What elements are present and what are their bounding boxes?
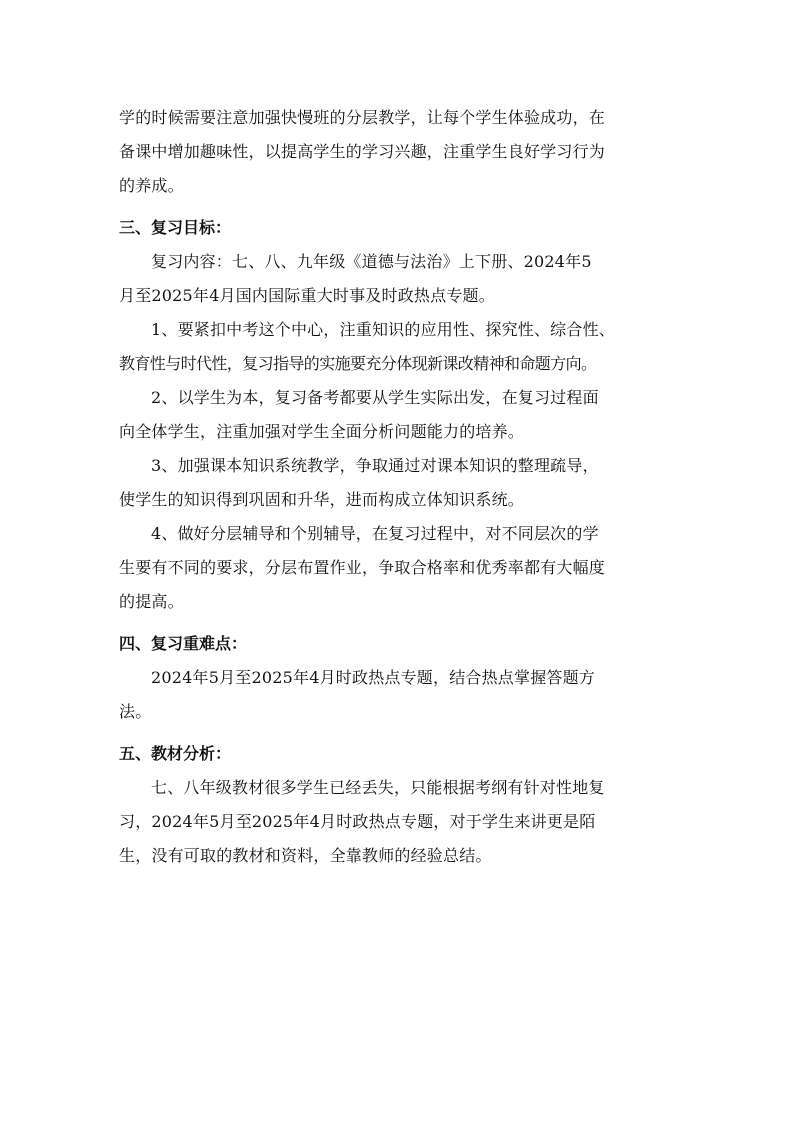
intro-line-1: 学的时候需要注意加强快慢班的分层教学，让每个学生体验成功，在 [119, 108, 606, 127]
intro-line-2: 备课中增加趣味性，以提高学生的学习兴趣，注重学生良好学习行为 [119, 142, 606, 161]
section-3-heading: 三、复习目标： [119, 218, 232, 237]
section-3-content [119, 245, 679, 619]
intro-line-3: 的养成。 [119, 176, 184, 195]
review-content-line-1: 复习内容：七、八、九年级《道德与法治》上下册、2024年5 [151, 252, 592, 271]
goal-3-line-2: 使学生的知识得到巩固和升华，进而构成立体知识系统。 [119, 490, 525, 509]
review-content-line-2: 月至2025年4月国内国际重大时事及时政热点专题。 [119, 286, 495, 305]
goal-1-line-2: 教育性与时代性，复习指导的实施要充分体现新课改精神和命题方向。 [119, 354, 597, 373]
key-points-line-2: 法。 [119, 702, 152, 721]
section-5-content [119, 771, 679, 873]
goal-2-line-1: 2、以学生为本，复习备考都要从学生实际出发，在复习过程面 [151, 388, 599, 407]
section-5-heading: 五、教材分析： [119, 744, 232, 763]
goal-4-line-3: 的提高。 [119, 592, 184, 611]
goal-4-line-2: 生要有不同的要求，分层布置作业，争取合格率和优秀率都有大幅度 [119, 558, 606, 577]
goal-2-line-2: 向全体学生，注重加强对学生全面分析问题能力的培养。 [119, 422, 525, 441]
textbook-analysis-line-1: 七、八年级教材很多学生已经丢失，只能根据考纲有针对性地复 [151, 778, 605, 797]
key-points-line-1: 2024年5月至2025年4月时政热点专题，结合热点掌握答题方 [151, 668, 595, 687]
textbook-analysis-line-2: 习，2024年5月至2025年4月时政热点专题，对于学生来讲更是陌 [119, 812, 596, 831]
textbook-analysis-line-3: 生，没有可取的教材和资料，全靠教师的经验总结。 [119, 846, 492, 865]
intro-paragraph [119, 101, 679, 203]
document-page [119, 101, 679, 873]
goal-4-line-1: 4、做好分层辅导和个别辅导，在复习过程中，对不同层次的学 [151, 524, 599, 543]
goal-1-line-1: 1、要紧扣中考这个中心，注重知识的应用性、探究性、综合性、 [151, 320, 615, 339]
section-4-content [119, 661, 679, 729]
goal-3-line-1: 3、加强课本知识系统教学，争取通过对课本知识的整理疏导， [151, 456, 599, 475]
section-4-heading: 四、复习重难点： [119, 634, 248, 653]
